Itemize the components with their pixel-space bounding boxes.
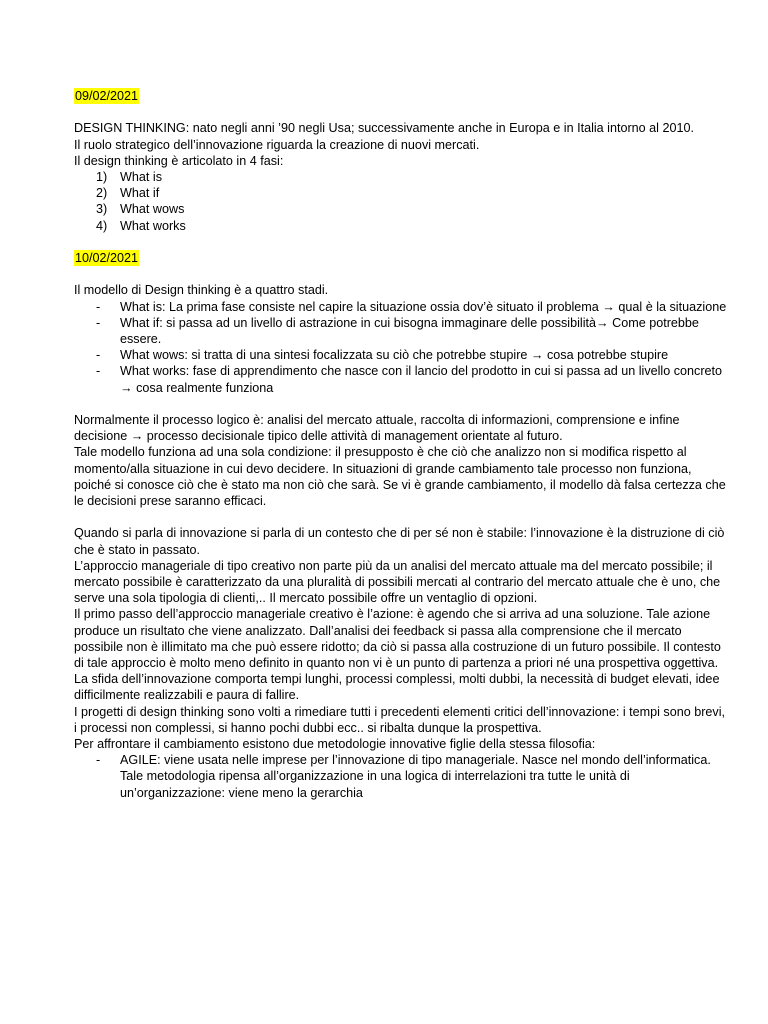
list-item: 3) What wows <box>96 202 185 217</box>
date-highlight: 09/02/2021 <box>75 89 139 103</box>
list-item: - What works: fase di apprendimento che nasce con il lancio del prodotto in cui si passa ad un livello concreto → cosa realmente funziona <box>96 364 723 395</box>
list-item: - What if: si passa ad un livello di astrazione in cui bisogna immaginare delle possibilità→ Come potrebbe essere. <box>96 315 699 346</box>
section-model-stages <box>74 282 728 395</box>
paragraph: Normalmente il processo logico è: analisi del mercato attuale, raccolta di informazioni, comprensione e infine decisione → processo decisionale tipico delle attività di management orientate al futuro. <box>74 413 680 444</box>
list-item: 1) What is <box>96 170 162 184</box>
paragraph: La sfida dell’innovazione comporta tempi lunghi, processi complessi, molti dubbi, la necessità di budget elevati, idee difficilmente realizzabili e paura di fallire. <box>74 672 720 703</box>
methods-list <box>74 752 728 801</box>
phases-list <box>74 169 728 234</box>
paragraph: Il design thinking è articolato in 4 fasi: <box>74 153 284 168</box>
date-heading-1 <box>74 88 728 104</box>
section-logical-process <box>74 412 728 509</box>
paragraph: Quando si parla di innovazione si parla di un contesto che di per sé non è stabile: l’innovazione è la distruzione di ciò che è stato in passato. <box>74 526 725 557</box>
date-heading-2 <box>74 250 728 266</box>
paragraph: I progetti di design thinking sono volti a rimediare tutti i precedenti elementi critici dell’innovazione: i tempi sono brevi, i processi non complessi, si hanno pochi dubbi ecc.. si ribalta dunque la prospettiva. <box>74 704 726 735</box>
paragraph: Tale modello funziona ad una sola condizione: il presupposto è che ciò che analizzo non si modifica rispetto al momento/alla situazione in cui devo decidere. In situazioni di grande cambiamento tale processo non funziona, poiché si conosce ciò che è stato ma non ciò che sarà. Se vi è grande cambiamento, il modello dà falsa certezza che le decisioni prese saranno efficaci. <box>74 445 726 509</box>
paragraph: Il primo passo dell’approccio manageriale creativo è l’azione: è agendo che si arriva ad una soluzione. Tale azione produce un risultato che viene analizzato. Dall’analisi dei feedback si passa alla comprensione che il mercato possibile non è illimitato ma che può essere ridotto; da ciò si passa alla costruzione di un futuro possibile. Il contesto di tale approccio è molto meno definito in quanto non vi è un punto di partenza a priori né una prospettiva oggettiva. <box>74 607 721 671</box>
paragraph: Il ruolo strategico dell’innovazione riguarda la creazione di nuovi mercati. <box>74 137 480 152</box>
stages-list <box>74 299 728 396</box>
date-highlight: 10/02/2021 <box>75 251 139 265</box>
list-item: 4) What works <box>96 218 186 233</box>
section-innovation <box>74 525 728 800</box>
paragraph: L’approccio manageriale di tipo creativo non parte più da un analisi del mercato attuale ma del mercato possibile; il mercato possibile è caratterizzato da una pluralità di possibili mercati al contrario del mercato attuale che è uno, che serve una sola tipologia di clienti,.. Il mercato possibile offre un ventaglio di opzioni. <box>74 558 721 606</box>
paragraph: DESIGN THINKING: nato negli anni ’90 negli Usa; successivamente anche in Europa e in Italia intorno al 2010. <box>74 121 694 136</box>
list-item: - What is: La prima fase consiste nel capire la situazione ossia dov’è situato il problema → qual è la situazione <box>96 299 727 314</box>
paragraph: Il modello di Design thinking è a quattro stadi. <box>74 283 329 298</box>
paragraph: Per affrontare il cambiamento esistono due metodologie innovative figlie della stessa filosofia: <box>74 737 596 752</box>
section-design-thinking-intro <box>74 120 728 233</box>
list-item: - AGILE: viene usata nelle imprese per l’innovazione di tipo manageriale. Nasce nel mondo dell’informatica. Tale metodologia ripensa all’organizzazione in una logica di interrelazioni tra tutte le unità di un’organizzazione: viene meno la gerarchia <box>96 753 711 800</box>
list-item: - What wows: si tratta di una sintesi focalizzata su ciò che potrebbe stupire → cosa potrebbe stupire <box>96 348 669 363</box>
list-item: 2) What if <box>96 186 160 201</box>
